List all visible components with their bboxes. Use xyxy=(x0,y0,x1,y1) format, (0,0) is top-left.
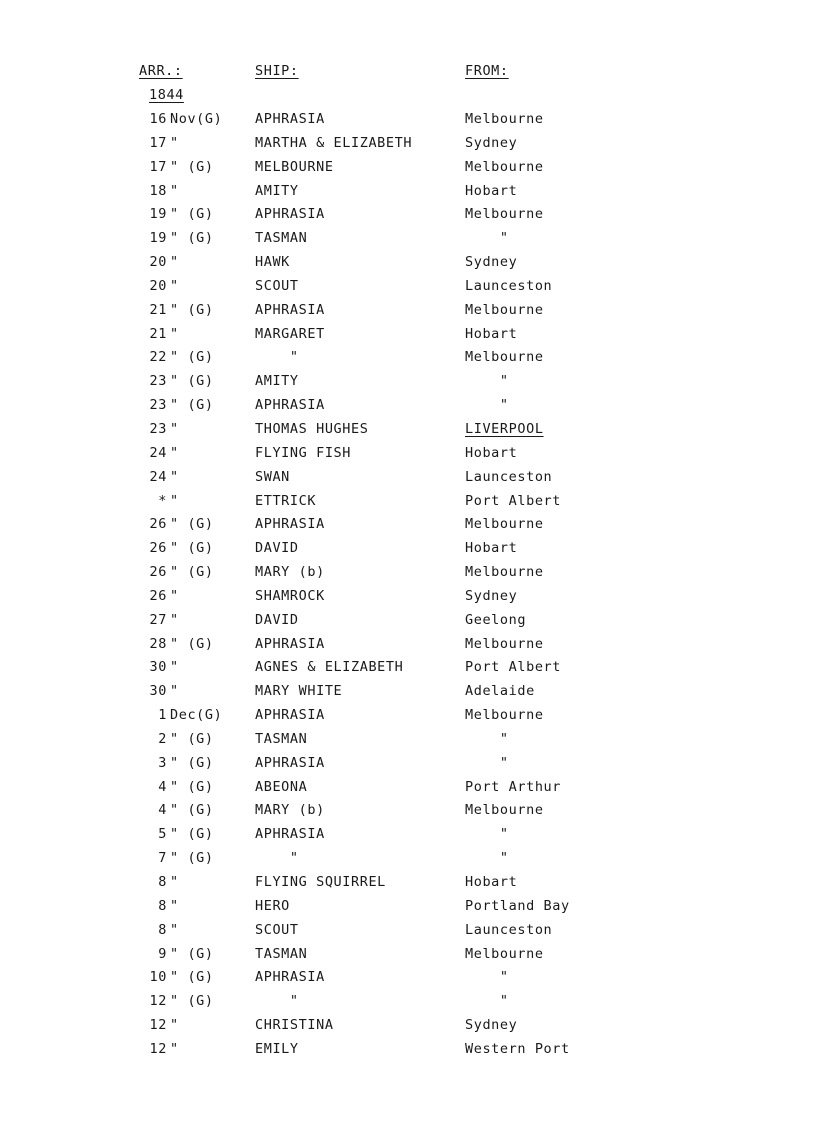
origin-port: Portland Bay xyxy=(465,897,570,914)
arrival-row xyxy=(0,157,816,181)
ship-name: TASMAN xyxy=(255,730,308,747)
arrival-month: " xyxy=(170,1040,179,1057)
ship-name: " xyxy=(255,850,299,867)
arrival-day: 24 xyxy=(149,468,167,485)
arrival-day: 21 xyxy=(149,301,167,318)
arrival-month: " (G) xyxy=(170,969,214,986)
ship-name: THOMAS HUGHES xyxy=(255,420,369,437)
arrival-row xyxy=(0,872,816,896)
ship-name: APHRASIA xyxy=(255,301,325,318)
origin-port: Melbourne xyxy=(465,301,544,318)
origin-port: LIVERPOOL xyxy=(465,420,544,437)
ship-name: ABEONA xyxy=(255,778,308,795)
arrival-month: Dec(G) xyxy=(170,707,223,724)
arrival-row xyxy=(0,347,816,371)
arrival-day: 26 xyxy=(149,540,167,557)
arrival-month: " xyxy=(170,182,179,199)
arrival-month: " (G) xyxy=(170,993,214,1010)
origin-port: " xyxy=(465,969,509,986)
ship-name: SHAMROCK xyxy=(255,587,325,604)
ship-name: APHRASIA xyxy=(255,707,325,724)
arrival-month: Nov(G) xyxy=(170,111,223,127)
arrival-month: " xyxy=(170,420,179,437)
origin-port: Sydney xyxy=(465,134,518,151)
arrival-month: " (G) xyxy=(170,397,214,414)
ship-name: APHRASIA xyxy=(255,397,325,414)
arrival-month: " (G) xyxy=(170,826,214,843)
origin-port: Sydney xyxy=(465,587,518,604)
origin-port: Melbourne xyxy=(465,158,544,175)
arrival-day: 7 xyxy=(158,850,167,867)
origin-port: Hobart xyxy=(465,325,518,342)
arrival-month: " xyxy=(170,611,179,628)
column-headers xyxy=(0,63,816,83)
arrival-day: 4 xyxy=(158,802,167,819)
arrival-month: " (G) xyxy=(170,540,214,557)
ship-name: CHRISTINA xyxy=(255,1017,334,1034)
ship-name: APHRASIA xyxy=(255,635,325,652)
arrival-row xyxy=(0,753,816,777)
header-arrival: ARR.: xyxy=(139,63,183,79)
arrival-row xyxy=(0,777,816,801)
arrival-day: 24 xyxy=(149,444,167,461)
ship-name: APHRASIA xyxy=(255,516,325,533)
arrival-month: " (G) xyxy=(170,158,214,175)
arrival-month: " (G) xyxy=(170,564,214,581)
arrival-row xyxy=(0,276,816,300)
ship-name: HAWK xyxy=(255,254,290,271)
arrival-month: " (G) xyxy=(170,373,214,390)
origin-port: Melbourne xyxy=(465,635,544,652)
arrival-month: " (G) xyxy=(170,945,214,962)
origin-port: Hobart xyxy=(465,874,518,890)
origin-port: " xyxy=(465,397,509,414)
arrival-month: " (G) xyxy=(170,206,214,223)
arrival-month: " xyxy=(170,874,179,890)
arrival-row xyxy=(0,324,816,348)
origin-port: Port Arthur xyxy=(465,778,562,795)
arrival-day: 23 xyxy=(149,373,167,390)
ship-name: " xyxy=(255,993,299,1010)
arrival-row xyxy=(0,848,816,872)
arrival-month: " xyxy=(170,277,179,294)
arrival-row xyxy=(0,538,816,562)
ship-name: ETTRICK xyxy=(255,492,317,509)
ship-name: TASMAN xyxy=(255,945,308,962)
arrival-month: " (G) xyxy=(170,850,214,867)
ship-name: SCOUT xyxy=(255,277,299,294)
arrival-day: 1 xyxy=(158,707,167,724)
arrival-row xyxy=(0,300,816,324)
arrival-row xyxy=(0,419,816,443)
arrival-day: 23 xyxy=(149,420,167,437)
arrival-day: 4 xyxy=(158,778,167,795)
ship-name: EMILY xyxy=(255,1040,299,1057)
arrival-day: 8 xyxy=(158,921,167,938)
arrival-day: 27 xyxy=(149,611,167,628)
ship-name: MARGARET xyxy=(255,325,325,342)
ship-name: APHRASIA xyxy=(255,754,325,771)
ship-name: " xyxy=(255,349,299,366)
arrival-day: 2 xyxy=(158,730,167,747)
origin-port: Melbourne xyxy=(465,349,544,366)
arrival-day: 19 xyxy=(149,206,167,223)
ship-name: FLYING FISH xyxy=(255,444,352,461)
ship-name: TASMAN xyxy=(255,230,308,247)
arrival-month: " (G) xyxy=(170,516,214,533)
origin-port: Hobart xyxy=(465,540,518,557)
arrival-month: " (G) xyxy=(170,802,214,819)
arrival-day: 9 xyxy=(158,945,167,962)
origin-port: Melbourne xyxy=(465,111,544,127)
origin-port: Geelong xyxy=(465,611,527,628)
arrival-day: 26 xyxy=(149,516,167,533)
arrival-day: 23 xyxy=(149,397,167,414)
arrival-month: " xyxy=(170,683,179,700)
origin-port: Melbourne xyxy=(465,707,544,724)
arrival-day: 17 xyxy=(149,158,167,175)
arrival-row xyxy=(0,586,816,610)
ship-name: MARTHA & ELIZABETH xyxy=(255,134,413,151)
arrival-month: " xyxy=(170,444,179,461)
origin-port: Melbourne xyxy=(465,206,544,223)
origin-port: Sydney xyxy=(465,1017,518,1034)
origin-port: " xyxy=(465,373,509,390)
arrival-day: 22 xyxy=(149,349,167,366)
arrival-month: " xyxy=(170,587,179,604)
origin-port: Melbourne xyxy=(465,516,544,533)
arrival-day: 18 xyxy=(149,182,167,199)
arrival-day: 28 xyxy=(149,635,167,652)
arrival-month: " xyxy=(170,492,179,509)
arrival-day: 16 xyxy=(149,111,167,127)
arrival-row xyxy=(0,491,816,515)
arrival-day: 12 xyxy=(149,1017,167,1034)
arrival-month: " xyxy=(170,659,179,676)
arrival-row xyxy=(0,896,816,920)
arrival-row xyxy=(0,443,816,467)
arrival-month: " (G) xyxy=(170,754,214,771)
arrival-month: " (G) xyxy=(170,230,214,247)
arrival-month: " xyxy=(170,921,179,938)
arrival-row xyxy=(0,252,816,276)
origin-port: Launceston xyxy=(465,921,553,938)
arrival-row xyxy=(0,467,816,491)
ship-name: AGNES & ELIZABETH xyxy=(255,659,404,676)
arrival-row xyxy=(0,371,816,395)
ship-name: APHRASIA xyxy=(255,111,325,127)
arrival-row xyxy=(0,634,816,658)
ship-name: APHRASIA xyxy=(255,969,325,986)
arrival-month: " xyxy=(170,468,179,485)
origin-port: " xyxy=(465,754,509,771)
arrival-row xyxy=(0,109,816,133)
arrival-row xyxy=(0,1015,816,1039)
arrival-day: 8 xyxy=(158,897,167,914)
arrivals-list xyxy=(0,109,816,1063)
origin-port: Port Albert xyxy=(465,492,562,509)
origin-port: Sydney xyxy=(465,254,518,271)
arrival-day: 20 xyxy=(149,277,167,294)
arrival-day: 8 xyxy=(158,874,167,890)
arrival-month: " xyxy=(170,325,179,342)
arrival-month: " (G) xyxy=(170,301,214,318)
arrival-row xyxy=(0,991,816,1015)
arrival-day: 5 xyxy=(158,826,167,843)
ship-name: MARY (b) xyxy=(255,564,325,581)
header-from: FROM: xyxy=(465,63,509,79)
ship-name: APHRASIA xyxy=(255,206,325,223)
arrival-day: 12 xyxy=(149,1040,167,1057)
ship-name: MARY WHITE xyxy=(255,683,343,700)
arrival-row xyxy=(0,705,816,729)
arrival-month: " xyxy=(170,897,179,914)
origin-port: " xyxy=(465,230,509,247)
arrival-row xyxy=(0,944,816,968)
arrival-day: 12 xyxy=(149,993,167,1010)
arrival-month: " xyxy=(170,134,179,151)
ship-name: FLYING SQUIRREL xyxy=(255,874,386,890)
origin-port: Hobart xyxy=(465,444,518,461)
arrival-row xyxy=(0,610,816,634)
origin-port: Launceston xyxy=(465,468,553,485)
arrival-row xyxy=(0,681,816,705)
ship-name: MELBOURNE xyxy=(255,158,334,175)
arrival-day: * xyxy=(158,492,167,509)
arrival-row xyxy=(0,800,816,824)
year-heading: 1844 xyxy=(149,87,184,103)
origin-port: Launceston xyxy=(465,277,553,294)
arrival-row xyxy=(0,562,816,586)
arrival-row xyxy=(0,228,816,252)
ship-name: APHRASIA xyxy=(255,826,325,843)
origin-port: " xyxy=(465,730,509,747)
arrival-row xyxy=(0,729,816,753)
arrival-row xyxy=(0,204,816,228)
ship-name: DAVID xyxy=(255,540,299,557)
arrival-row xyxy=(0,657,816,681)
arrival-row xyxy=(0,1039,816,1063)
arrival-row xyxy=(0,133,816,157)
origin-port: " xyxy=(465,993,509,1010)
ship-name: AMITY xyxy=(255,373,299,390)
arrival-day: 10 xyxy=(149,969,167,986)
arrival-month: " (G) xyxy=(170,730,214,747)
arrival-day: 30 xyxy=(149,683,167,700)
origin-port: Melbourne xyxy=(465,802,544,819)
arrival-day: 21 xyxy=(149,325,167,342)
origin-port: Adelaide xyxy=(465,683,535,700)
arrival-row xyxy=(0,824,816,848)
arrival-row xyxy=(0,181,816,205)
arrival-row xyxy=(0,967,816,991)
arrival-day: 19 xyxy=(149,230,167,247)
ship-name: AMITY xyxy=(255,182,299,199)
ship-name: SCOUT xyxy=(255,921,299,938)
ship-name: MARY (b) xyxy=(255,802,325,819)
origin-port: Port Albert xyxy=(465,659,562,676)
arrival-month: " xyxy=(170,1017,179,1034)
origin-port: " xyxy=(465,850,509,867)
ship-name: DAVID xyxy=(255,611,299,628)
arrival-day: 17 xyxy=(149,134,167,151)
ship-name: SWAN xyxy=(255,468,290,485)
arrival-day: 20 xyxy=(149,254,167,271)
arrival-month: " xyxy=(170,254,179,271)
arrival-day: 30 xyxy=(149,659,167,676)
arrival-row xyxy=(0,920,816,944)
arrival-month: " (G) xyxy=(170,635,214,652)
origin-port: Melbourne xyxy=(465,564,544,581)
arrival-row xyxy=(0,395,816,419)
arrival-row xyxy=(0,514,816,538)
arrival-day: 3 xyxy=(158,754,167,771)
origin-port: " xyxy=(465,826,509,843)
origin-port: Hobart xyxy=(465,182,518,199)
arrival-day: 26 xyxy=(149,564,167,581)
ship-name: HERO xyxy=(255,897,290,914)
arrival-day: 26 xyxy=(149,587,167,604)
header-ship: SHIP: xyxy=(255,63,299,79)
origin-port: Melbourne xyxy=(465,945,544,962)
arrival-month: " (G) xyxy=(170,778,214,795)
origin-port: Western Port xyxy=(465,1040,570,1057)
arrival-month: " (G) xyxy=(170,349,214,366)
